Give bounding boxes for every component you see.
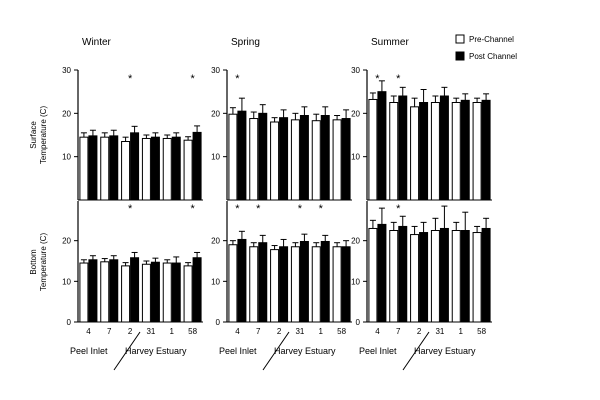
x-tick-label: 4 — [235, 327, 240, 336]
group-label-peel-inlet: Peel Inlet — [219, 346, 257, 356]
surface-plot — [62, 66, 203, 200]
x-tick-label: 4 — [375, 327, 380, 336]
bar-pre-channel — [411, 107, 419, 200]
row-label-surface: Surface — [29, 121, 38, 149]
bar-post-channel — [151, 262, 159, 322]
significance-asterisk: * — [396, 73, 401, 85]
bar-pre-channel — [369, 228, 377, 322]
bar-pre-channel — [312, 247, 320, 322]
group-label-peel-inlet: Peel Inlet — [359, 346, 397, 356]
bar-pre-channel — [101, 137, 109, 200]
bar-pre-channel — [473, 103, 481, 201]
bar-post-channel — [440, 228, 448, 322]
bottom-plot — [351, 201, 492, 336]
bar-pre-channel — [184, 140, 192, 200]
row-label-bottom: Temperature (C) — [39, 232, 48, 292]
legend-label-pre-channel: Pre-Channel — [469, 35, 514, 44]
x-tick-label: 7 — [256, 327, 261, 336]
bar-pre-channel — [101, 262, 109, 322]
bar-post-channel — [110, 136, 118, 200]
significance-asterisk: * — [190, 203, 195, 215]
bar-pre-channel — [452, 231, 460, 323]
y-tick-label: 0 — [215, 318, 220, 327]
bar-pre-channel — [142, 264, 150, 322]
x-tick-label: 58 — [188, 327, 198, 336]
bar-post-channel — [259, 113, 267, 200]
y-tick-label: 20 — [211, 236, 220, 246]
bar-pre-channel — [80, 137, 88, 200]
bar-pre-channel — [184, 266, 192, 322]
significance-asterisk: * — [190, 73, 195, 85]
x-tick-label: 2 — [416, 327, 422, 336]
bar-post-channel — [172, 137, 180, 200]
bar-post-channel — [238, 111, 246, 200]
y-tick-label: 30 — [351, 66, 360, 75]
bar-post-channel — [399, 226, 407, 322]
panel-summer — [351, 37, 492, 370]
x-tick-label: 58 — [337, 327, 347, 336]
panel-winter — [62, 37, 203, 370]
bar-pre-channel — [312, 121, 320, 200]
bar-post-channel — [482, 228, 490, 322]
y-tick-label: 20 — [62, 109, 71, 119]
x-tick-label: 1 — [169, 327, 174, 336]
bar-pre-channel — [411, 235, 419, 322]
x-tick-label: 4 — [86, 327, 91, 336]
y-tick-label: 10 — [62, 277, 71, 287]
x-tick-label: 1 — [318, 327, 323, 336]
bar-pre-channel — [229, 114, 237, 200]
y-tick-label: 20 — [351, 109, 360, 119]
bar-pre-channel — [250, 247, 258, 322]
bar-post-channel — [482, 100, 490, 200]
bar-post-channel — [461, 231, 469, 323]
bottom-plot — [211, 201, 352, 336]
significance-asterisk: * — [375, 73, 380, 85]
bar-pre-channel — [250, 119, 258, 200]
bar-pre-channel — [473, 233, 481, 322]
bar-post-channel — [420, 233, 428, 322]
x-tick-label: 31 — [295, 327, 305, 336]
row-label-bottom: Bottom — [29, 249, 38, 275]
row-label-surface: Temperature (C) — [39, 105, 48, 165]
group-label-harvey-estuary: Harvey Estuary — [125, 346, 187, 356]
bar-pre-channel — [163, 263, 171, 322]
legend-label-post-channel: Post Channel — [469, 52, 518, 61]
y-tick-label: 30 — [62, 66, 71, 75]
bar-post-channel — [378, 224, 386, 322]
y-tick-label: 10 — [211, 277, 220, 287]
bar-pre-channel — [271, 122, 279, 200]
y-tick-label: 10 — [62, 152, 71, 162]
bottom-plot — [62, 201, 203, 336]
bar-pre-channel — [431, 103, 439, 201]
bar-pre-channel — [452, 103, 460, 201]
y-tick-label: 30 — [211, 66, 220, 75]
significance-asterisk: * — [127, 73, 133, 85]
bar-pre-channel — [291, 247, 299, 322]
bar-pre-channel — [390, 103, 398, 201]
bar-post-channel — [321, 241, 329, 322]
significance-asterisk: * — [297, 203, 303, 215]
y-tick-label: 20 — [62, 236, 71, 246]
bar-pre-channel — [142, 138, 150, 200]
bar-post-channel — [440, 96, 448, 200]
panel-spring — [211, 37, 352, 370]
significance-asterisk: * — [127, 203, 133, 215]
bar-post-channel — [151, 137, 159, 200]
significance-asterisk: * — [235, 73, 240, 85]
bar-post-channel — [321, 116, 329, 201]
bar-post-channel — [89, 136, 97, 200]
y-tick-label: 0 — [355, 318, 360, 327]
group-label-peel-inlet: Peel Inlet — [70, 346, 108, 356]
bar-post-channel — [193, 258, 201, 322]
bar-pre-channel — [333, 120, 341, 200]
bar-pre-channel — [163, 138, 171, 200]
significance-asterisk: * — [235, 203, 240, 215]
panel-title: Spring — [231, 37, 260, 48]
x-tick-label: 2 — [127, 327, 133, 336]
bar-pre-channel — [122, 266, 130, 322]
row-labels — [29, 106, 48, 292]
legend-swatch-post-channel — [456, 52, 464, 60]
bar-pre-channel — [80, 263, 88, 322]
bar-post-channel — [131, 258, 139, 322]
x-tick-label: 1 — [458, 327, 463, 336]
bar-pre-channel — [431, 231, 439, 323]
group-label-harvey-estuary: Harvey Estuary — [274, 346, 336, 356]
bar-pre-channel — [271, 250, 279, 322]
bar-pre-channel — [369, 99, 377, 200]
bar-pre-channel — [291, 120, 299, 200]
bar-post-channel — [378, 92, 386, 200]
y-tick-label: 10 — [351, 152, 360, 162]
group-label-harvey-estuary: Harvey Estuary — [414, 346, 476, 356]
bar-post-channel — [300, 116, 308, 201]
bar-post-channel — [420, 103, 428, 201]
x-tick-label: 31 — [435, 327, 445, 336]
legend-swatch-pre-channel — [456, 35, 464, 43]
bar-pre-channel — [122, 142, 130, 201]
x-tick-label: 31 — [146, 327, 156, 336]
bar-post-channel — [280, 247, 288, 322]
bar-post-channel — [259, 243, 267, 322]
bar-post-channel — [131, 133, 139, 200]
panel-title: Winter — [82, 37, 111, 48]
bar-post-channel — [238, 239, 246, 322]
significance-asterisk: * — [318, 203, 323, 215]
bar-post-channel — [461, 100, 469, 200]
x-tick-label: 7 — [396, 327, 401, 336]
y-tick-label: 20 — [211, 109, 220, 119]
bar-post-channel — [342, 247, 350, 322]
y-tick-label: 10 — [211, 152, 220, 162]
significance-asterisk: * — [256, 203, 261, 215]
surface-plot — [351, 66, 492, 200]
legend — [456, 35, 517, 61]
bar-post-channel — [399, 96, 407, 200]
y-tick-label: 20 — [351, 236, 360, 246]
bar-pre-channel — [229, 245, 237, 322]
bar-post-channel — [110, 260, 118, 322]
bar-post-channel — [193, 132, 201, 200]
bar-post-channel — [172, 263, 180, 322]
y-tick-label: 10 — [351, 277, 360, 287]
y-tick-label: 0 — [66, 318, 71, 327]
x-tick-label: 2 — [276, 327, 282, 336]
panels-layer — [62, 37, 492, 370]
significance-asterisk: * — [396, 203, 401, 215]
x-tick-label: 58 — [477, 327, 487, 336]
bar-post-channel — [89, 260, 97, 322]
bar-pre-channel — [333, 247, 341, 322]
panel-title: Summer — [371, 37, 409, 48]
bar-post-channel — [300, 241, 308, 322]
surface-plot — [211, 66, 352, 200]
x-tick-label: 7 — [107, 327, 112, 336]
bar-post-channel — [280, 118, 288, 200]
bar-post-channel — [342, 119, 350, 200]
bar-pre-channel — [390, 231, 398, 323]
